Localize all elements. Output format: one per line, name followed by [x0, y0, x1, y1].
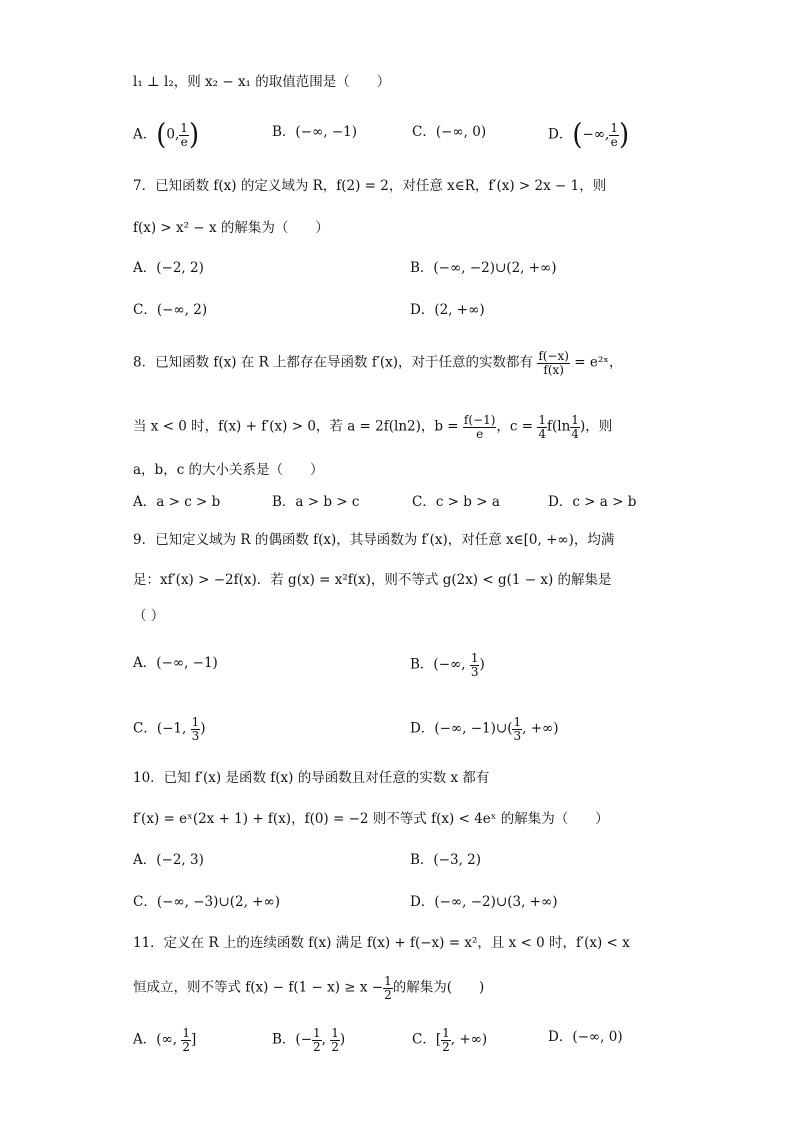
- q7-option-c: C．(−∞, 2): [133, 302, 208, 318]
- q9-option-b: B．(−∞, $\frac{1}{3}$ ): [410, 651, 485, 679]
- q8-option-a: A．a > c > b: [133, 494, 221, 510]
- q8-option-c: C．c > b > a: [412, 494, 500, 510]
- q8-option-b: B．a > b > c: [272, 494, 360, 510]
- q10-option-d: D．(−∞, −2)∪(3, +∞): [410, 894, 558, 910]
- q11-option-b: B．(− $\frac{1}{2}$ , $\frac{1}{2}$ ): [272, 1026, 346, 1054]
- q11-stem-line2: 恒成立，则不等式 f(x) − f(1 − x) ≥ x − $\frac{1}{2}$ 的解集为( ): [133, 974, 485, 1002]
- q10-option-a: A．(−2, 3): [133, 852, 204, 868]
- q10-option-b: B．(−3, 2): [410, 852, 482, 868]
- q7-option-a: A．(−2, 2): [133, 260, 204, 276]
- q10-stem-line1: 10．已知 f′(x) 是函数 f(x) 的导函数且对任意的实数 x 都有: [133, 770, 490, 786]
- q7-stem-line1: 7．已知函数 f(x) 的定义域为 R，f(2) = 2，对任意 x∈R，f′(x) > 2x − 1，则: [133, 178, 607, 194]
- q10-option-c: C．(−∞, −3)∪(2, +∞): [133, 894, 280, 910]
- q6-stem-tail: l₁ ⊥ l₂，则 x₂ − x₁ 的取值范围是（ ）: [133, 74, 391, 90]
- q11-option-a: A．(∞, $\frac{1}{2}$ ]: [133, 1026, 197, 1054]
- q9-stem-line2: 足：xf′(x) > −2f(x)．若 g(x) = x²f(x)，则不等式 g(2x) < g(1 − x) 的解集是: [133, 572, 612, 588]
- q7-stem-line2: f(x) > x² − x 的解集为（ ）: [133, 220, 329, 236]
- q9-option-d: D．(−∞, −1)∪( $\frac{1}{3}$ , +∞): [410, 715, 559, 743]
- q8-stem-line3: a，b，c 的大小关系是（ ）: [133, 462, 324, 478]
- q8-stem-line2: 当 x < 0 时，f(x) + f′(x) > 0，若 a = 2f(ln2)，b = $\frac{f(-1)}{e}$ ，c = $\frac{1}{4}$ f(ln $\frac{1}{4}$ )，则: [133, 413, 613, 441]
- q11-option-c: C．[ $\frac{1}{2}$ , +∞): [412, 1026, 488, 1054]
- q9-stem-line3: （ ）: [133, 608, 165, 624]
- q6-option-d: D．(−∞, $\frac{1}{e}$ ): [548, 118, 630, 152]
- q7-option-d: D．(2, +∞): [410, 302, 485, 318]
- q6-option-a: A．(0, $\frac{1}{e}$ ): [133, 118, 200, 152]
- q6-option-c: C．(−∞, 0): [412, 124, 487, 140]
- q8-option-d: D．c > a > b: [548, 494, 637, 510]
- q10-stem-line2: f′(x) = eˣ(2x + 1) + f(x)，f(0) = −2 则不等式 f(x) < 4eˣ 的解集为（ ）: [133, 811, 609, 827]
- q9-stem-line1: 9．已知定义域为 R 的偶函数 f(x)，其导函数为 f′(x)，对任意 x∈[0, +∞)，均满: [133, 532, 615, 548]
- q9-option-c: C．(−1, $\frac{1}{3}$ ): [133, 715, 206, 743]
- q11-stem-line1: 11．定义在 R 上的连续函数 f(x) 满足 f(x) + f(−x) = x²，且 x < 0 时，f′(x) < x: [133, 935, 630, 951]
- q7-option-b: B．(−∞, −2)∪(2, +∞): [410, 260, 557, 276]
- q11-option-d: D．(−∞, 0): [548, 1029, 623, 1045]
- q6-option-b: B．(−∞, −1): [272, 124, 357, 140]
- q8-stem-line1: 8．已知函数 f(x) 在 R 上都存在导函数 f′(x)，对于任意的实数都有 $\frac{f(-x)}{f(x)}$ = e²ˣ，: [133, 349, 623, 377]
- q9-option-a: A．(−∞, −1): [133, 655, 218, 671]
